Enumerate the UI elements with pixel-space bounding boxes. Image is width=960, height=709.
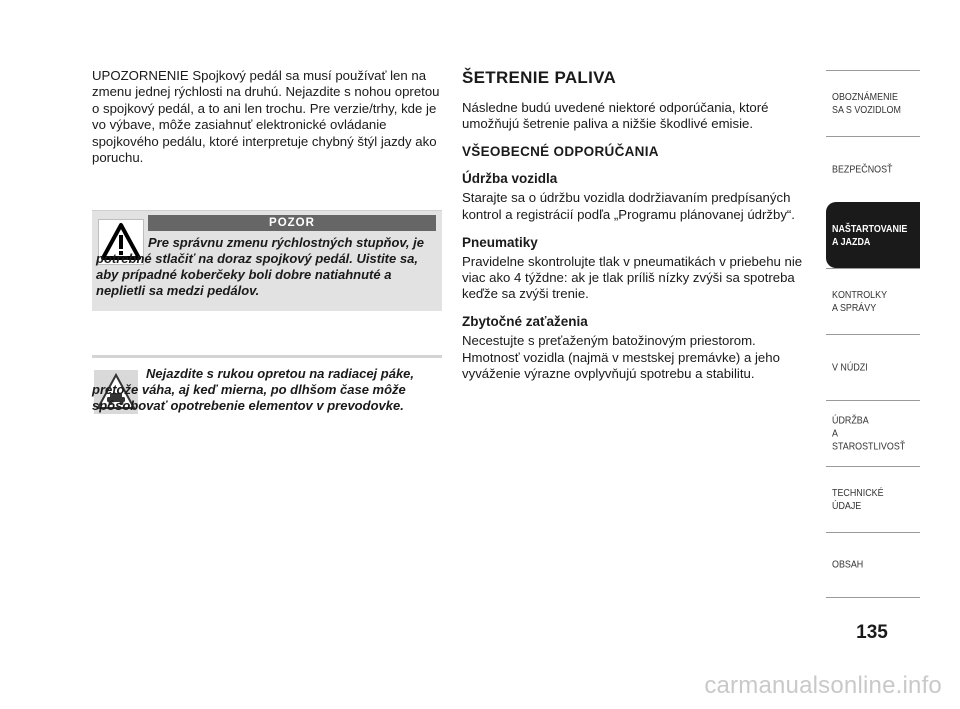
tab-nastartovanie[interactable] bbox=[826, 202, 920, 268]
tab-label-line1: TECHNICKÉ bbox=[832, 486, 884, 499]
note-box bbox=[92, 355, 442, 438]
subsection-text: Pravidelne skontrolujte tlak v pneumatikách v priebehu nie viac ako 4 týždne: ak je tlak príliš nízky zvýši sa spotreba keďže sa zvýši trenie. bbox=[462, 253, 803, 302]
subheading: Zbytočné zaťaženia bbox=[462, 314, 588, 330]
section-title: ŠETRENIE PALIVA bbox=[462, 68, 617, 87]
tab-label-line2: ÚDAJE bbox=[832, 499, 862, 512]
section-intro: Následne budú uvedené niektoré odporúčania, ktoré umožňujú šetrenie paliva a nižšie škodlivé emisie. bbox=[462, 100, 769, 132]
warning-box bbox=[92, 210, 442, 311]
left-column bbox=[92, 68, 444, 166]
clutch-warning-paragraph: UPOZORNENIE Spojkový pedál sa musí používať len na zmenu jednej rýchlosti na druhú. Nejazdite s nohou opretou o spojkový pedál, a to ani len trochu. Pre verzie/trhy, kde je vo výbave, môže zasiahnuť elektronické ovládanie spojkového pedálu, ktoré interpretuje chybný štýl jazdy ako poruchu. bbox=[92, 68, 440, 166]
subheading: Pneumatiky bbox=[462, 234, 538, 250]
tab-label-line2: A JAZDA bbox=[832, 235, 871, 248]
tab-technicke-udaje[interactable] bbox=[826, 466, 920, 532]
tab-label-line1: BEZPEČNOSŤ bbox=[832, 163, 893, 175]
note-text: Nejazdite s rukou opretou na radiacej páke, pretože váha, aj keď mierna, po dlhšom čase môže spôsobovať opotrebenie elementov v prevodovke. bbox=[92, 366, 415, 413]
tab-kontrolky[interactable] bbox=[826, 268, 920, 334]
subsection-text: Necestujte s preťaženým batožinovým priestorom. Hmotnosť vozidla (najmä v mestskej premávke) a jeho vyváženie výrazne ovplyvňujú spotrebu a stabilitu. bbox=[462, 333, 780, 381]
tab-oboznamenie[interactable] bbox=[826, 70, 920, 136]
page-number: 135 bbox=[856, 622, 888, 643]
general-heading: VŠEOBECNÉ ODPORÚČANIA bbox=[462, 144, 659, 160]
tab-obsah[interactable] bbox=[826, 532, 920, 598]
tab-label-line2: SA S VOZIDLOM bbox=[832, 103, 901, 116]
tab-label-line1: V NÚDZI bbox=[832, 361, 868, 373]
tab-v-nudzi[interactable] bbox=[826, 334, 920, 400]
tab-udrzba[interactable] bbox=[826, 400, 920, 466]
tab-bezpecnost[interactable] bbox=[826, 136, 920, 202]
watermark: carmanualsonline.info bbox=[704, 672, 942, 699]
tab-label-line1: KONTROLKY bbox=[832, 288, 888, 301]
subheading: Údržba vozidla bbox=[462, 171, 558, 187]
tab-label-line1: OBOZNÁMENIE bbox=[832, 90, 898, 103]
subsection-text: Starajte sa o údržbu vozidla dodržiavaním predpísaných kontrol a registrácií podľa „Programu plánovanej údržby“. bbox=[462, 190, 795, 222]
tab-label-line1: ÚDRŽBA bbox=[832, 414, 869, 426]
tab-label-line1: OBSAH bbox=[832, 558, 864, 571]
chapter-sidebar bbox=[826, 70, 920, 598]
warning-text: Pre správnu zmenu rýchlostných stupňov, je potrebné stlačiť na doraz spojkový pedál. Uistite sa, aby prípadné koberčeky boli dobre natiahnuté a neplietli sa medzi pedálov. bbox=[96, 235, 424, 298]
warning-title: POZOR bbox=[148, 215, 436, 231]
right-column bbox=[462, 68, 814, 394]
tab-label-line2: A SPRÁVY bbox=[832, 301, 877, 314]
tab-label-line2: A STAROSTLIVOSŤ bbox=[832, 427, 906, 452]
tab-label-line1: NAŠTARTOVANIE bbox=[832, 222, 908, 235]
